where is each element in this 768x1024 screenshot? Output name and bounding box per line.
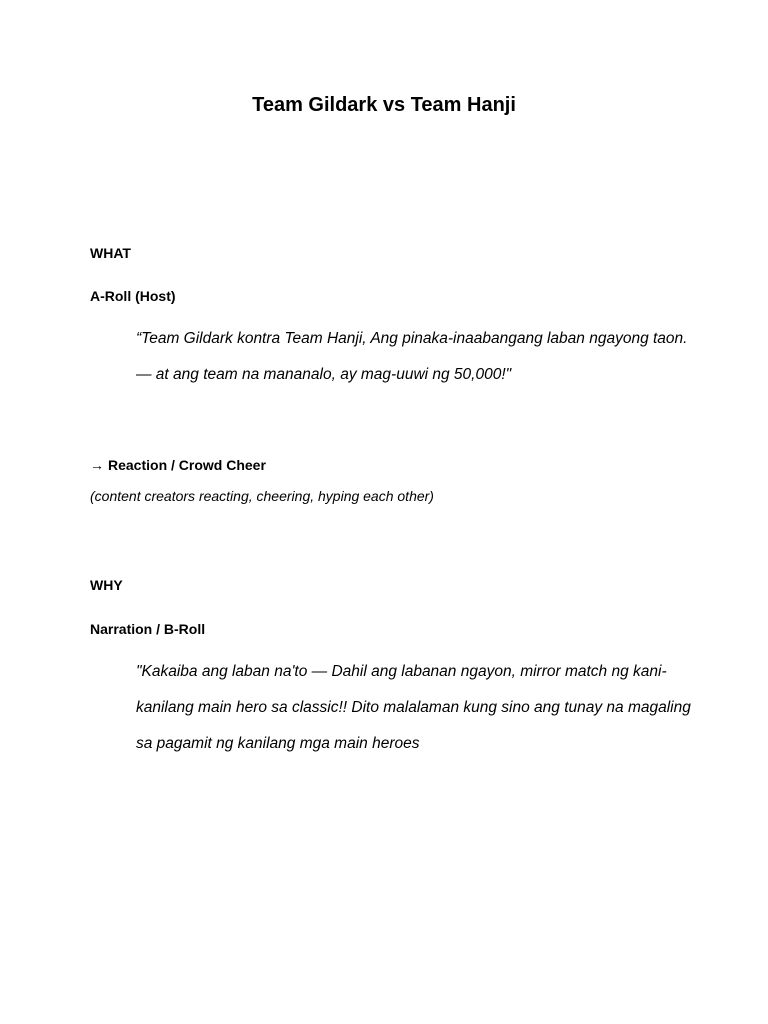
narration-quote-line: "Kakaiba ang laban na'to — Dahil ang labanan ngayon, mirror match ng kani- — [136, 663, 667, 680]
reaction-heading-label: Reaction / Crowd Cheer — [108, 457, 266, 473]
narration-heading: Narration / B-Roll — [90, 621, 206, 637]
arrow-right-icon: → — [90, 457, 104, 473]
document-title: Team Gildark vs Team Hanji — [252, 94, 516, 116]
reaction-heading — [90, 456, 266, 474]
narration-quote-line: sa pagamit ng kanilang mga main heroes — [136, 735, 420, 752]
a-roll-heading: A-Roll (Host) — [90, 288, 176, 304]
why-heading: WHY — [90, 577, 123, 593]
narration-quote — [136, 654, 696, 762]
narration-quote-line: kanilang main hero sa classic!! Dito malalaman kung sino ang tunay na magaling — [136, 699, 691, 716]
reaction-note: (content creators reacting, cheering, hyping each other) — [90, 488, 434, 504]
host-quote-line: “Team Gildark kontra Team Hanji, Ang pinaka-inaabangang laban ngayong taon. — [136, 330, 688, 347]
host-quote — [136, 321, 696, 393]
host-quote-line: — at ang team na mananalo, ay mag-uuwi ng 50,000!" — [136, 366, 512, 383]
what-heading: WHAT — [90, 245, 131, 261]
